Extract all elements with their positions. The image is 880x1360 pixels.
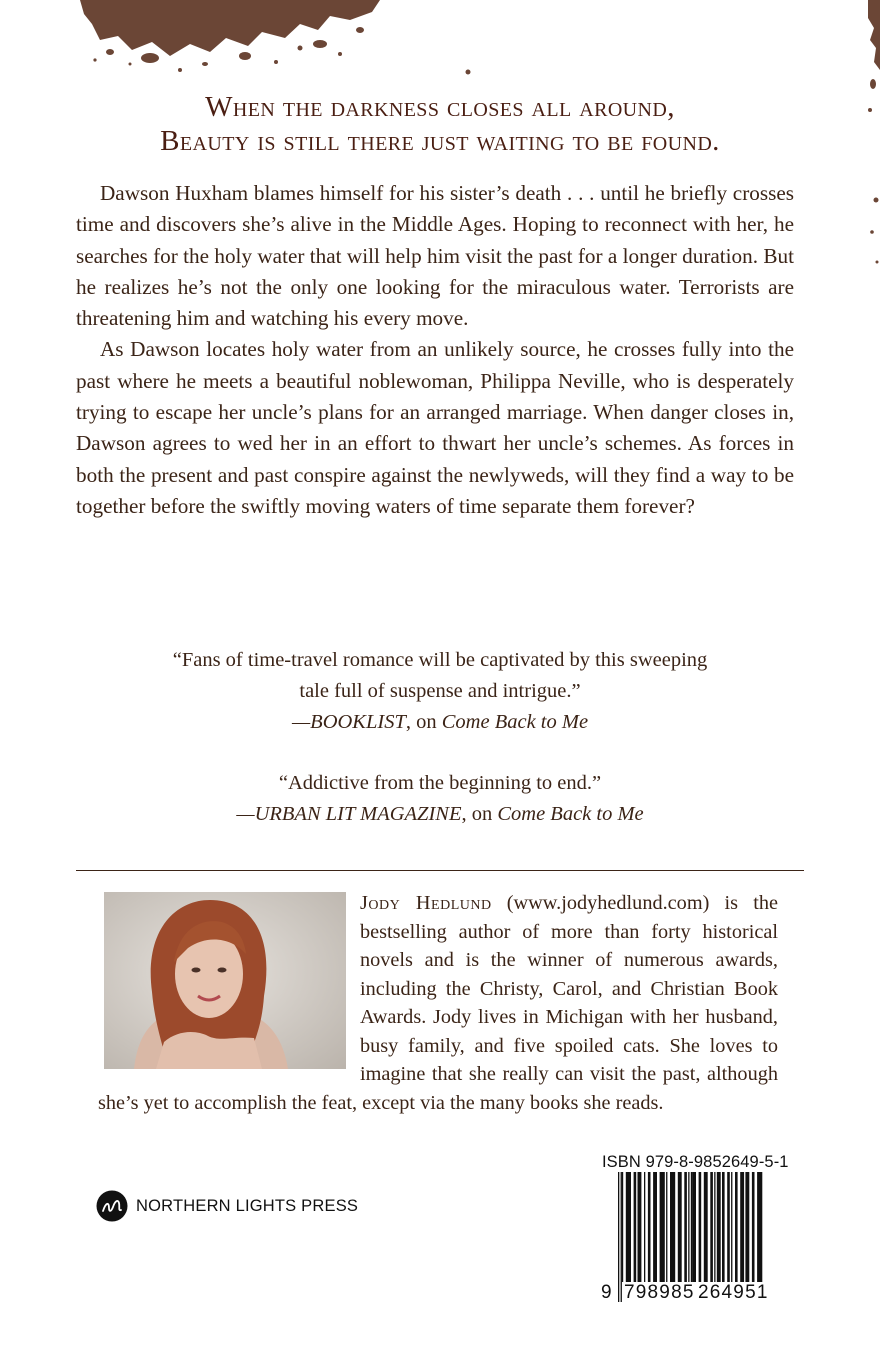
publisher-name: NORTHERN LIGHTS PRESS <box>136 1196 359 1215</box>
barcode-bar <box>710 1172 713 1282</box>
barcode-bar <box>670 1172 675 1282</box>
review-quote-2 <box>100 768 780 830</box>
barcode-bar <box>666 1172 667 1282</box>
barcode-bar <box>722 1172 725 1282</box>
review-quote-1 <box>100 645 780 738</box>
review-quote-1-line-1: “Fans of time-travel romance will be captivated by this sweeping <box>172 649 708 671</box>
description-paragraph-2: As Dawson locates holy water from an unlikely source, he crosses fully into the past where he meets a beautiful noblewoman, Philippa Neville, who is desperately trying to escape her uncle’s plans for an arranged marriage. When danger closes in, Dawson agrees to wed her in an effort to thwart her uncle’s schemes. As forces in both the present and past conspire against the newlyweds, will they find a way to be together before the swiftly moving waters of time separate them forever? <box>76 337 794 518</box>
barcode-bar <box>692 1172 696 1282</box>
publisher-logo-icon <box>96 1190 128 1222</box>
review-quote-1-title: Come Back to Me <box>441 711 589 733</box>
barcode-group-2: 264951 <box>698 1282 769 1303</box>
barcode-bar <box>714 1172 715 1282</box>
barcode-bar <box>745 1172 749 1282</box>
review-quote-1-source: —BOOKLIST <box>291 711 406 733</box>
author-bio <box>98 889 778 1117</box>
book-description <box>76 178 794 522</box>
isbn-label: ISBN 979-8-9852649-5-1 <box>602 1153 789 1171</box>
author-bio-text: (www.jodyhedlund.com) is the bestselling author of more than forty historical novels and is the winner of numerous awards, including the Christy, Carol, and Christian Book Awards. Jody lives in Michigan with her husband, busy family, and five spoiled cats. She loves to imagine that she really can visit the past, although she’s yet to accomplish the feat, except via the many books she reads. <box>98 892 778 1114</box>
tagline-line-1: When the darkness closes all around, <box>205 91 675 123</box>
barcode-bar <box>684 1172 687 1282</box>
barcode-lead-digit: 9 <box>601 1282 613 1303</box>
barcode-bar <box>699 1172 702 1282</box>
barcode-bar <box>622 1172 623 1282</box>
barcode-bar <box>648 1172 651 1282</box>
barcode-bar <box>727 1172 730 1282</box>
tagline-line-2: Beauty is still there just waiting to be found. <box>160 125 720 157</box>
barcode-bar <box>626 1172 631 1282</box>
barcode-bar <box>704 1172 708 1282</box>
publisher-mark <box>96 1190 358 1222</box>
barcode-bar <box>634 1172 637 1282</box>
review-quote-2-line-1: “Addictive from the beginning to end.” <box>278 772 602 794</box>
review-quote-1-line-2: tale full of suspense and intrigue.” <box>299 680 581 702</box>
barcode-bar <box>678 1172 682 1282</box>
barcode-bar <box>752 1172 755 1282</box>
barcode-bar <box>717 1172 721 1282</box>
barcode-bar <box>735 1172 738 1282</box>
review-quote-2-source: —URBAN LIT MAGAZINE <box>236 803 462 825</box>
barcode-digits <box>598 1282 780 1306</box>
barcode-group-1: 798985 <box>624 1282 695 1303</box>
description-paragraph-1: Dawson Huxham blames himself for his sister’s death . . . until he briefly crosses time and discovers she’s alive in the Middle Ages. Hoping to reconnect with her, he searches for the holy water that will help him visit the past for a longer duration. But he realizes he’s not the only one looking for the miraculous water. Terrorists are threatening him and watching his every move. <box>76 181 794 331</box>
barcode-bar <box>731 1172 732 1282</box>
barcode-bar <box>660 1172 665 1282</box>
barcode-bar <box>740 1172 744 1282</box>
barcode-bar <box>638 1172 642 1282</box>
barcode-bar <box>757 1172 762 1282</box>
author-name: Jody Hedlund <box>360 892 492 914</box>
review-quote-2-attribution: —URBAN LIT MAGAZINE, on Come Back to Me <box>236 803 644 825</box>
review-quote-2-title: Come Back to Me <box>497 803 644 825</box>
section-divider <box>76 870 804 871</box>
review-quote-1-attribution: —BOOKLIST, on Come Back to Me <box>291 711 589 733</box>
paint-splatter-edge-decoration <box>840 0 880 320</box>
barcode-bar <box>653 1172 657 1282</box>
barcode-bar <box>644 1172 645 1282</box>
